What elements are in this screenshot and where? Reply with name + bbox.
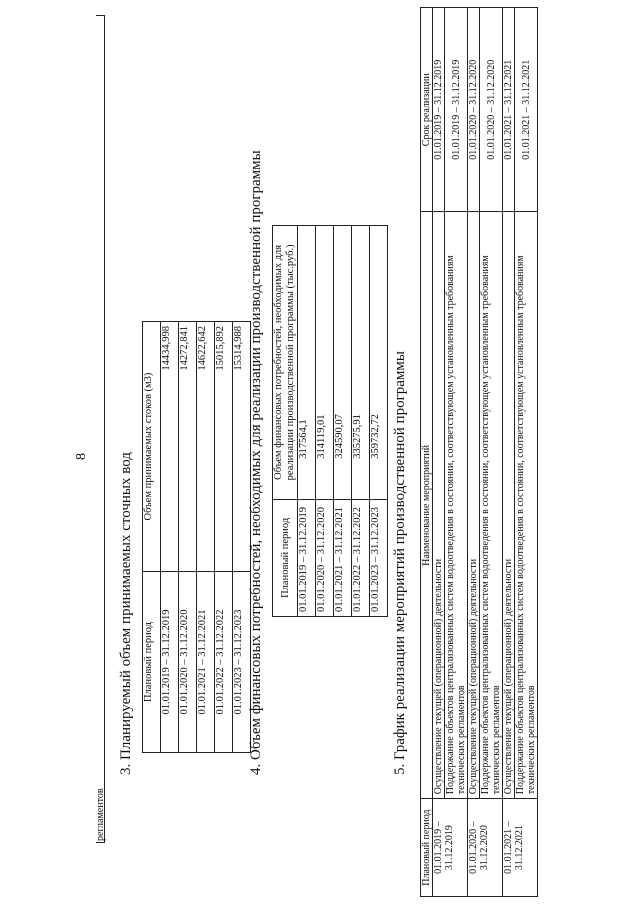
financial-needs-table [272,225,388,617]
period-cell: 01.01.2022 – 31.12.2022 [352,499,370,616]
period-cell: 01.01.2020 – 31.12.2020 [468,799,503,897]
period-cell: 01.01.2022 – 31.12.2022 [215,571,233,752]
value-cell: 14434,998 [161,322,179,572]
period-cell: 01.01.2019 – 31.12.2019 [298,499,316,616]
column-header: Плановый период [143,571,161,752]
table-header-row [421,8,433,897]
term-cell: 01.01.2020 – 31.12.2020 [480,8,503,212]
table-row [215,322,233,753]
table-row [352,226,370,617]
table-row [503,8,515,897]
table-row [197,322,215,753]
table-row [179,322,197,753]
activity-cell: Поддержание объектов централизованных систем водоотведения в состоянии, соответствующем установленным требованиям технических регламентов [480,212,503,799]
period-cell: 01.01.2021 – 31.12.2021 [503,799,538,897]
activity-cell: Осуществление текущей (операционной) деятельности [468,212,480,799]
column-header: Плановый период [421,799,433,897]
period-cell: 01.01.2019 – 31.12.2019 [433,799,468,897]
term-cell: 01.01.2019 – 31.12.2019 [445,8,468,212]
table-row [316,226,334,617]
period-cell: 01.01.2023 – 31.12.2023 [233,571,251,752]
period-cell: 01.01.2023 – 31.12.2023 [370,499,388,616]
activity-cell: Поддержание объектов централизованных систем водоотведения в состоянии, соответствующем установленным требованиям технических регламентов [445,212,468,799]
value-cell: 14272,841 [179,322,197,572]
column-header: Плановый период [273,499,298,616]
period-cell: 01.01.2021 – 31.12.2021 [197,571,215,752]
period-cell: 01.01.2021 – 31.12.2021 [334,499,352,616]
table-row [433,8,445,897]
page-number: 8 [74,453,89,460]
table-row [370,226,388,617]
section3-title: 3. Планируемый объем принимаемых сточных вод [118,452,134,775]
continued-table-text: регламентов [95,788,106,841]
activities-schedule-table [420,7,538,897]
table-row [298,226,316,617]
period-cell: 01.01.2020 – 31.12.2020 [179,571,197,752]
term-cell: 01.01.2020 – 31.12.2020 [468,8,480,212]
continued-table-strip [96,15,105,843]
term-cell: 01.01.2021 – 31.12.2021 [515,8,538,212]
value-cell: 317564,1 [298,226,316,500]
value-cell: 324590,07 [334,226,352,500]
table-header-row [143,322,161,753]
term-cell: 01.01.2019 – 31.12.2019 [433,8,445,212]
column-header: Объем принимаемых стоков (м3) [143,322,161,572]
section5-title: 5. График реализации мероприятий производственной программы [392,351,408,775]
wastewater-volume-table [142,321,251,753]
table-header-row [273,226,298,617]
value-cell: 359732,72 [370,226,388,500]
table-row [445,8,468,897]
table-row [334,226,352,617]
column-header: Объем финансовых потребностей, необходимых для реализации производственной программы (тыс.руб.) [273,226,298,500]
table-row [161,322,179,753]
value-cell: 15314,988 [233,322,251,572]
column-header: Наименование мероприятий [421,212,433,799]
value-cell: 15015,892 [215,322,233,572]
activity-cell: Поддержание объектов централизованных систем водоотведения в состоянии, соответствующем установленным требованиям технических регламентов [515,212,538,799]
table-row [468,8,480,897]
activity-cell: Осуществление текущей (операционной) деятельности [433,212,445,799]
value-cell: 314119,01 [316,226,334,500]
period-cell: 01.01.2019 – 31.12.2019 [161,571,179,752]
section4-title: 4. Объем финансовых потребностей, необходимых для реализации производственной программы [248,150,264,775]
table-row [480,8,503,897]
term-cell: 01.01.2021 – 31.12.2021 [503,8,515,212]
activity-cell: Осуществление текущей (операционной) деятельности [503,212,515,799]
column-header: Срок реализации [421,8,433,212]
table-row [515,8,538,897]
value-cell: 335275,91 [352,226,370,500]
period-cell: 01.01.2020 – 31.12.2020 [316,499,334,616]
value-cell: 14622,642 [197,322,215,572]
